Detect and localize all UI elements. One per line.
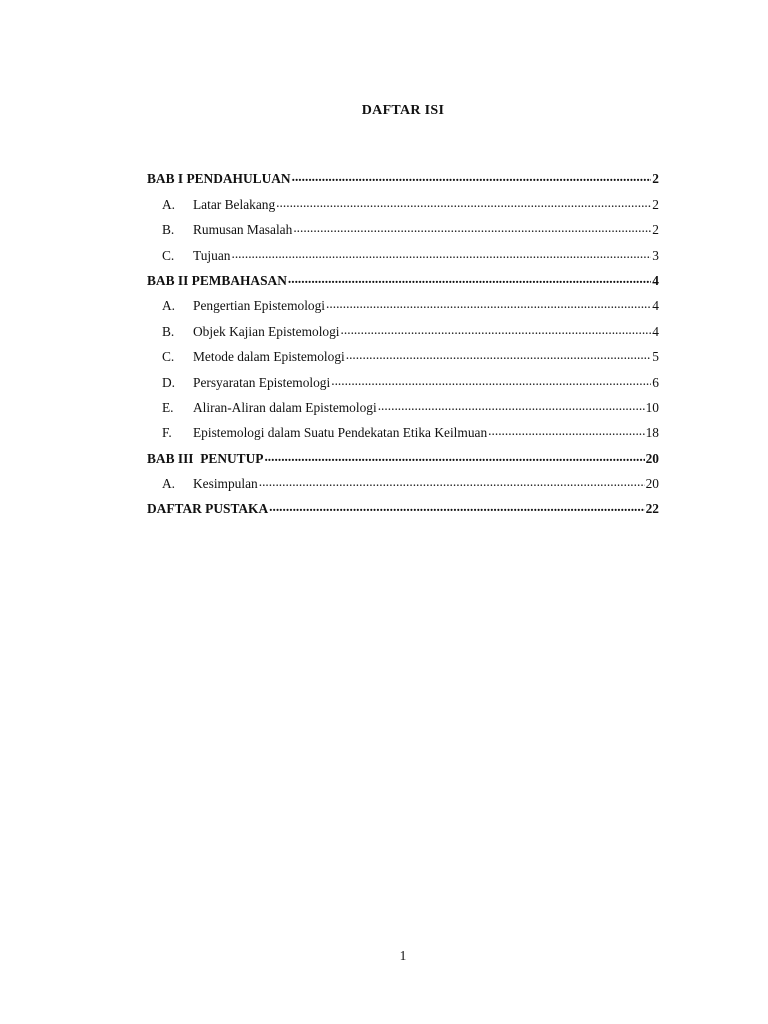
toc-dot-leader	[346, 348, 652, 361]
toc-item-letter: E.	[162, 399, 174, 415]
toc-item-tujuan[interactable]	[147, 246, 659, 271]
toc-chapter-title: BAB I PENDAHULUAN	[147, 171, 291, 187]
toc-item-title: Metode dalam Epistemologi	[193, 349, 345, 365]
table-of-contents	[147, 170, 659, 525]
toc-chapter-title: BAB III PENUTUP	[147, 450, 264, 466]
toc-item-letter: A.	[162, 298, 176, 314]
toc-page-number: 2	[652, 222, 659, 238]
toc-dot-leader	[488, 424, 644, 437]
toc-item-pengertian-epistemologi[interactable]	[147, 297, 659, 322]
toc-dot-leader	[264, 449, 644, 462]
toc-item-etika-keilmuan[interactable]	[147, 424, 659, 449]
toc-page-number: 22	[645, 501, 659, 517]
toc-item-title: Aliran-Aliran dalam Epistemologi	[193, 399, 377, 415]
toc-item-letter: C.	[162, 349, 175, 365]
toc-page-number: 3	[652, 247, 659, 263]
toc-page-number: 20	[645, 476, 659, 492]
toc-item-kesimpulan[interactable]	[147, 475, 659, 500]
toc-item-latar-belakang[interactable]	[147, 195, 659, 220]
toc-item-letter: B.	[162, 323, 175, 339]
toc-chapter-bab3[interactable]	[147, 449, 659, 474]
toc-item-aliran[interactable]	[147, 399, 659, 424]
toc-page-number: 10	[645, 399, 659, 415]
page-title: DAFTAR ISI	[361, 103, 445, 118]
toc-page-number: 5	[652, 349, 659, 365]
toc-chapter-daftar-pustaka[interactable]	[147, 500, 659, 525]
toc-item-letter: A.	[162, 476, 176, 492]
toc-dot-leader	[326, 297, 651, 310]
toc-page-number: 4	[652, 298, 659, 314]
toc-page-number: 18	[645, 425, 659, 441]
toc-chapter-bab1[interactable]	[147, 170, 659, 195]
toc-dot-leader	[276, 195, 651, 208]
toc-item-title: Objek Kajian Epistemologi	[193, 323, 340, 339]
toc-item-title: Rumusan Masalah	[193, 222, 293, 238]
toc-item-letter: D.	[162, 374, 176, 390]
toc-page-number: 6	[652, 374, 659, 390]
toc-dot-leader	[378, 399, 645, 412]
toc-item-letter: A.	[162, 196, 176, 212]
toc-chapter-title: DAFTAR PUSTAKA	[147, 501, 269, 517]
toc-chapter-title: BAB II PEMBAHASAN	[147, 272, 287, 288]
toc-item-letter: C.	[162, 247, 175, 263]
toc-item-rumusan-masalah[interactable]	[147, 221, 659, 246]
toc-dot-leader	[341, 322, 652, 335]
toc-dot-leader	[231, 246, 651, 259]
toc-page-number: 2	[652, 171, 659, 187]
toc-page-number: 4	[652, 323, 659, 339]
toc-page-number: 2	[652, 196, 659, 212]
toc-dot-leader	[292, 170, 652, 183]
toc-item-title: Tujuan	[193, 247, 231, 263]
toc-item-metode[interactable]	[147, 348, 659, 373]
toc-dot-leader	[293, 221, 651, 234]
page-footer-number: 1	[399, 948, 407, 963]
toc-item-title: Persyaratan Epistemologi	[193, 374, 331, 390]
toc-item-title: Pengertian Epistemologi	[193, 298, 326, 314]
toc-chapter-bab2[interactable]	[147, 272, 659, 297]
toc-item-title: Latar Belakang	[193, 196, 276, 212]
toc-item-title: Epistemologi dalam Suatu Pendekatan Etika Keilmuan	[193, 425, 488, 441]
toc-item-objek-kajian[interactable]	[147, 322, 659, 347]
toc-dot-leader	[259, 475, 645, 488]
toc-dot-leader	[288, 272, 651, 285]
toc-item-letter: B.	[162, 222, 175, 238]
toc-dot-leader	[269, 500, 644, 513]
toc-item-persyaratan[interactable]	[147, 373, 659, 398]
toc-page-number: 20	[645, 450, 659, 466]
toc-dot-leader	[331, 373, 651, 386]
toc-item-title: Kesimpulan	[193, 476, 258, 492]
toc-item-letter: F.	[162, 425, 172, 441]
toc-page-number: 4	[652, 272, 659, 288]
